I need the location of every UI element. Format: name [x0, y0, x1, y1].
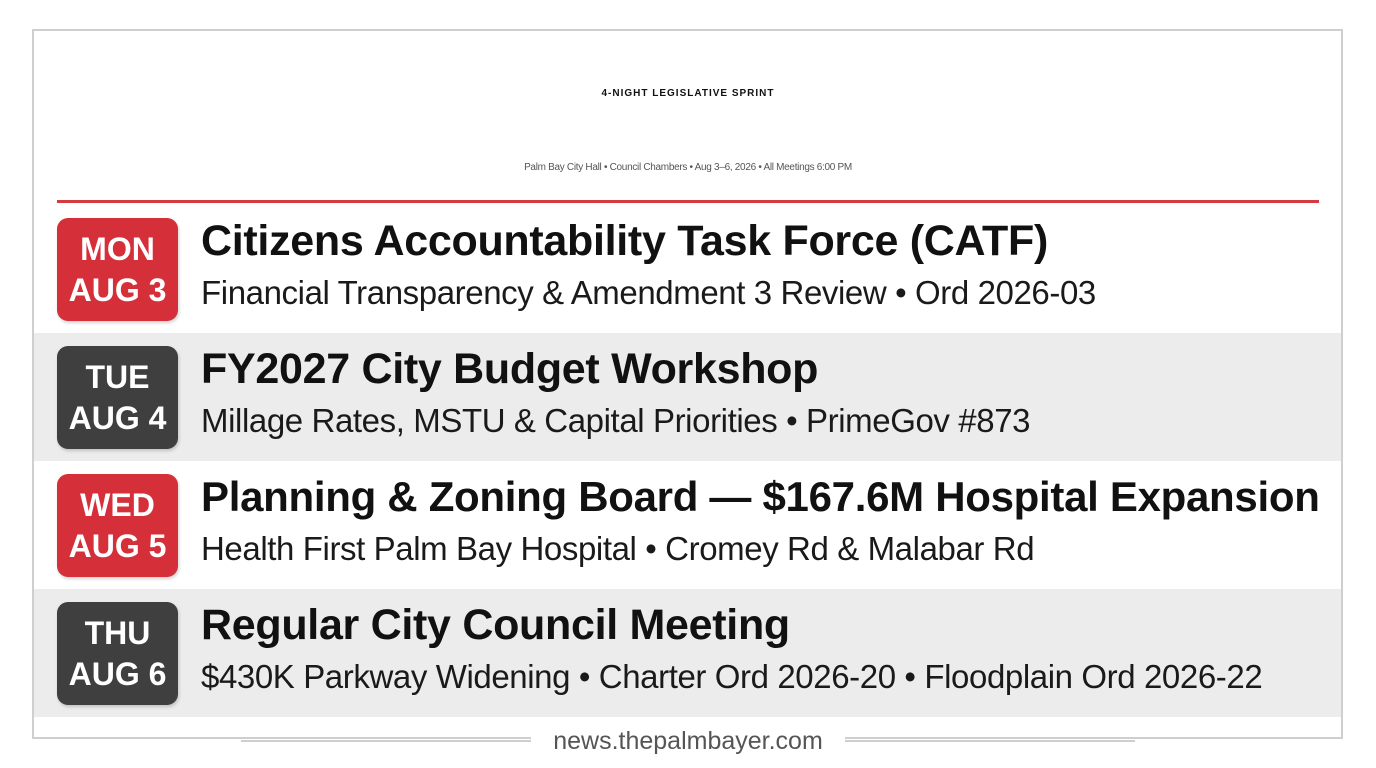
badge-date: AUG 4: [68, 399, 167, 436]
badge-date: AUG 3: [68, 271, 167, 308]
badge-day: THU: [84, 614, 151, 651]
event-row-tuesday: [34, 333, 1341, 461]
event-detail: Financial Transparency & Amendment 3 Review • Ord 2026-03: [201, 274, 1096, 311]
badge-day: MON: [80, 230, 155, 267]
date-badge-wednesday: [57, 474, 178, 577]
page-subtitle: Palm Bay City Hall • Council Chambers • Aug 3–6, 2026 • All Meetings 6:00 PM: [524, 162, 852, 173]
event-row-thursday: [34, 589, 1341, 717]
footer-line-left: [241, 740, 531, 742]
date-badge-monday: [57, 218, 178, 321]
badge-day: TUE: [85, 358, 150, 395]
badge-day: WED: [80, 486, 155, 523]
footer: [0, 724, 1376, 758]
event-title: FY2027 City Budget Workshop: [201, 345, 819, 393]
date-badge-thursday: [57, 602, 178, 705]
event-title: Citizens Accountability Task Force (CATF): [201, 217, 1049, 265]
event-row-monday: [34, 205, 1341, 333]
event-row-wednesday: [34, 461, 1341, 589]
footer-url: news.thepalmbayer.com: [531, 727, 845, 756]
title-divider: [57, 200, 1319, 203]
event-detail: Millage Rates, MSTU & Capital Priorities • PrimeGov #873: [201, 402, 1031, 439]
badge-date: AUG 5: [68, 527, 167, 564]
page-title: 4-NIGHT LEGISLATIVE SPRINT: [601, 88, 775, 99]
date-badge-tuesday: [57, 346, 178, 449]
event-detail: Health First Palm Bay Hospital • Cromey Rd & Malabar Rd: [201, 530, 1035, 567]
footer-line-right: [845, 740, 1135, 742]
event-detail: $430K Parkway Widening • Charter Ord 2026-20 • Floodplain Ord 2026-22: [201, 658, 1263, 695]
event-title: Planning & Zoning Board — $167.6M Hospital Expansion: [201, 473, 1320, 520]
badge-date: AUG 6: [68, 655, 167, 692]
event-title: Regular City Council Meeting: [201, 601, 790, 649]
